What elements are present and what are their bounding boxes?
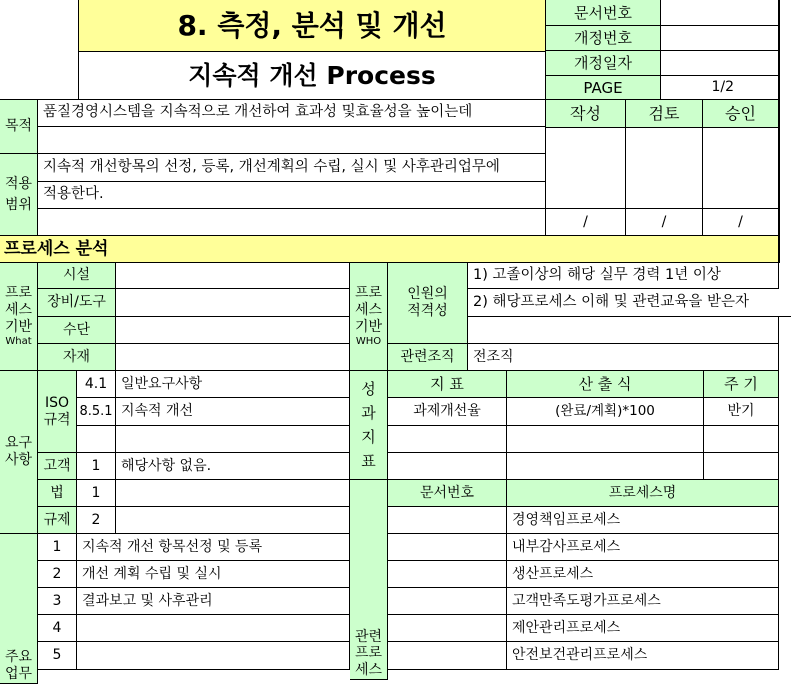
- what-basis-label-2: 세스: [4, 302, 33, 319]
- activity-text-5: [77, 642, 350, 670]
- qualification-item-1: 1) 고졸이상의 해당 실무 경력 1년 이상: [468, 263, 779, 289]
- activity-text-3: 결과보고 및 사후관리: [77, 588, 350, 615]
- doc-number-label: 문서번호: [546, 0, 661, 26]
- what-basis-sublabel: What: [5, 335, 32, 347]
- facility-value[interactable]: [116, 263, 350, 289]
- revision-date-value[interactable]: [661, 51, 779, 76]
- performance-label-4: 표: [361, 452, 376, 470]
- revision-number-value[interactable]: [661, 26, 779, 51]
- iso-label-line2: 규격: [43, 411, 71, 428]
- formula-value-1: (완료/계획)*100: [507, 398, 704, 426]
- activity-no-5: 5: [38, 642, 77, 670]
- main-activities-label-2: 업무: [4, 666, 33, 683]
- qualification-item-2: 2) 해당프로세스 이해 및 관련교육을 받은자: [468, 289, 791, 317]
- activity-text-4: [77, 615, 350, 642]
- related-doc-number-1: [388, 507, 507, 534]
- related-doc-number-2: [388, 534, 507, 561]
- qualification-label-line1: 인원의: [407, 286, 448, 303]
- qualification-item-3: [468, 317, 779, 344]
- requirements-label: [0, 371, 38, 534]
- process-title: 지속적 개선 Process: [79, 52, 546, 100]
- who-basis-label-3: 기반: [354, 318, 383, 335]
- page-label: PAGE: [546, 76, 661, 100]
- equipment-label: 장비/도구: [38, 289, 116, 317]
- formula-value-3: [507, 453, 704, 480]
- approval-approve-sign[interactable]: [703, 128, 779, 209]
- approval-review-sign[interactable]: [626, 128, 703, 209]
- iso-clause-1: 4.1: [77, 371, 116, 398]
- cycle-value-2: [704, 426, 779, 453]
- regulation-text: [116, 507, 350, 534]
- qualification-label-line2: 적격성: [407, 303, 448, 319]
- related-process-1: 경영책임프로세스: [507, 507, 779, 534]
- related-process-label: [350, 480, 388, 680]
- iso-label-line1: ISO: [44, 394, 70, 411]
- performance-label: [350, 371, 388, 480]
- what-basis-label-3: 기반: [4, 318, 33, 335]
- qualification-label: [388, 263, 468, 344]
- revision-date-label: 개정일자: [546, 51, 661, 76]
- who-basis-label-2: 세스: [354, 302, 383, 319]
- approval-review-date[interactable]: /: [626, 209, 703, 236]
- scope-label: [0, 154, 38, 236]
- approval-review-label: 검토: [626, 100, 703, 128]
- related-process-name-header: 프로세스명: [507, 480, 779, 507]
- customer-label: 고객: [38, 453, 77, 480]
- requirements-label-line1: 요구: [4, 435, 33, 452]
- activity-no-2: 2: [38, 561, 77, 588]
- logo-cell: [0, 0, 79, 100]
- approval-author-label: 작성: [546, 100, 626, 128]
- related-doc-number-5: [388, 615, 507, 642]
- approval-approve-date[interactable]: /: [703, 209, 779, 236]
- page-value: 1/2: [661, 76, 779, 100]
- what-basis-label-1: 프로: [4, 285, 33, 302]
- approval-author-sign[interactable]: [546, 128, 626, 209]
- main-activities-label-1: 주요: [4, 649, 33, 666]
- iso-text-1: 일반요구사항: [116, 371, 350, 398]
- activity-no-3: 3: [38, 588, 77, 615]
- approval-author-date[interactable]: /: [546, 209, 626, 236]
- process-analysis-heading: 프로세스 분석: [0, 236, 779, 263]
- law-no: 1: [77, 480, 116, 507]
- performance-label-1: 성: [361, 380, 376, 398]
- facility-label: 시설: [38, 263, 116, 289]
- customer-text: 해당사항 없음.: [116, 453, 350, 480]
- customer-no: 1: [77, 453, 116, 480]
- law-text: [116, 480, 350, 507]
- performance-label-2: 과: [361, 404, 376, 422]
- activity-no-1: 1: [38, 534, 77, 561]
- related-process-label-3: 세스: [354, 662, 383, 679]
- requirements-label-line2: 사항: [4, 452, 33, 468]
- who-basis-label: [350, 263, 388, 371]
- iso-clause-3: [77, 426, 116, 453]
- indicator-header: 지 표: [388, 371, 507, 398]
- scope-text-line1: 지속적 개선항목의 선정, 등록, 개선계획의 수립, 실시 및 사후관리업무에: [38, 154, 546, 182]
- regulation-no: 2: [77, 507, 116, 534]
- activity-text-2: 개선 계획 수립 및 실시: [77, 561, 350, 588]
- indicator-value-2: [388, 426, 507, 453]
- related-process-6: 안전보건관리프로세스: [507, 642, 779, 670]
- what-basis-label: [0, 263, 38, 371]
- related-process-3: 생산프로세스: [507, 561, 779, 588]
- related-doc-number-header: 문서번호: [388, 480, 507, 507]
- related-process-label-2: 프로: [354, 645, 383, 662]
- who-basis-label-1: 프로: [354, 285, 383, 302]
- approval-approve-label: 승인: [703, 100, 779, 128]
- activity-no-4: 4: [38, 615, 77, 642]
- iso-text-3: [116, 426, 350, 453]
- purpose-label: 목적: [0, 100, 38, 154]
- purpose-text: 품질경영시스템을 지속적으로 개선하여 효과성 및효율성을 높이는데: [38, 100, 546, 127]
- iso-text-2: 지속적 개선: [116, 398, 350, 426]
- iso-standard-label: [38, 371, 77, 453]
- revision-number-label: 개정번호: [546, 26, 661, 51]
- iso-clause-2: 8.5.1: [77, 398, 116, 426]
- scope-text-line2: 적용한다.: [38, 182, 546, 209]
- scope-label-line1: 적용: [4, 175, 33, 192]
- formula-header: 산 출 식: [507, 371, 704, 398]
- equipment-value[interactable]: [116, 289, 350, 317]
- performance-label-3: 지: [361, 428, 376, 446]
- indicator-value-3: [388, 453, 507, 480]
- cycle-value-3: [704, 453, 779, 480]
- related-process-4: 고객만족도평가프로세스: [507, 588, 779, 615]
- indicator-value-1: 과제개선율: [388, 398, 507, 426]
- purpose-text-line2: [38, 127, 546, 154]
- regulation-label: 규제: [38, 507, 77, 534]
- means-label: 수단: [38, 317, 116, 344]
- means-value[interactable]: [116, 317, 350, 344]
- law-label: 법: [38, 480, 77, 507]
- related-org-value: 전조직: [468, 344, 779, 371]
- cycle-value-1: 반기: [704, 398, 779, 426]
- related-doc-number-6: [388, 642, 507, 670]
- material-value[interactable]: [116, 344, 350, 371]
- scope-label-line2: 범위: [4, 196, 33, 213]
- related-process-2: 내부감사프로세스: [507, 534, 779, 561]
- related-doc-number-3: [388, 561, 507, 588]
- formula-value-2: [507, 426, 704, 453]
- document-title: 8. 측정, 분석 및 개선: [79, 0, 546, 52]
- related-process-5: 제안관리프로세스: [507, 615, 779, 642]
- related-org-label: 관련조직: [388, 344, 468, 371]
- cycle-header: 주 기: [704, 371, 779, 398]
- main-activities-label: [0, 534, 38, 684]
- scope-text-line3: [38, 209, 546, 236]
- who-basis-sublabel: WHO: [355, 335, 382, 347]
- related-process-label-1: 관련: [354, 628, 383, 645]
- material-label: 자재: [38, 344, 116, 371]
- activity-text-1: 지속적 개선 항목선정 및 등록: [77, 534, 350, 561]
- doc-number-value[interactable]: [661, 0, 779, 26]
- related-doc-number-4: [388, 588, 507, 615]
- page-right-edge: [779, 0, 780, 263]
